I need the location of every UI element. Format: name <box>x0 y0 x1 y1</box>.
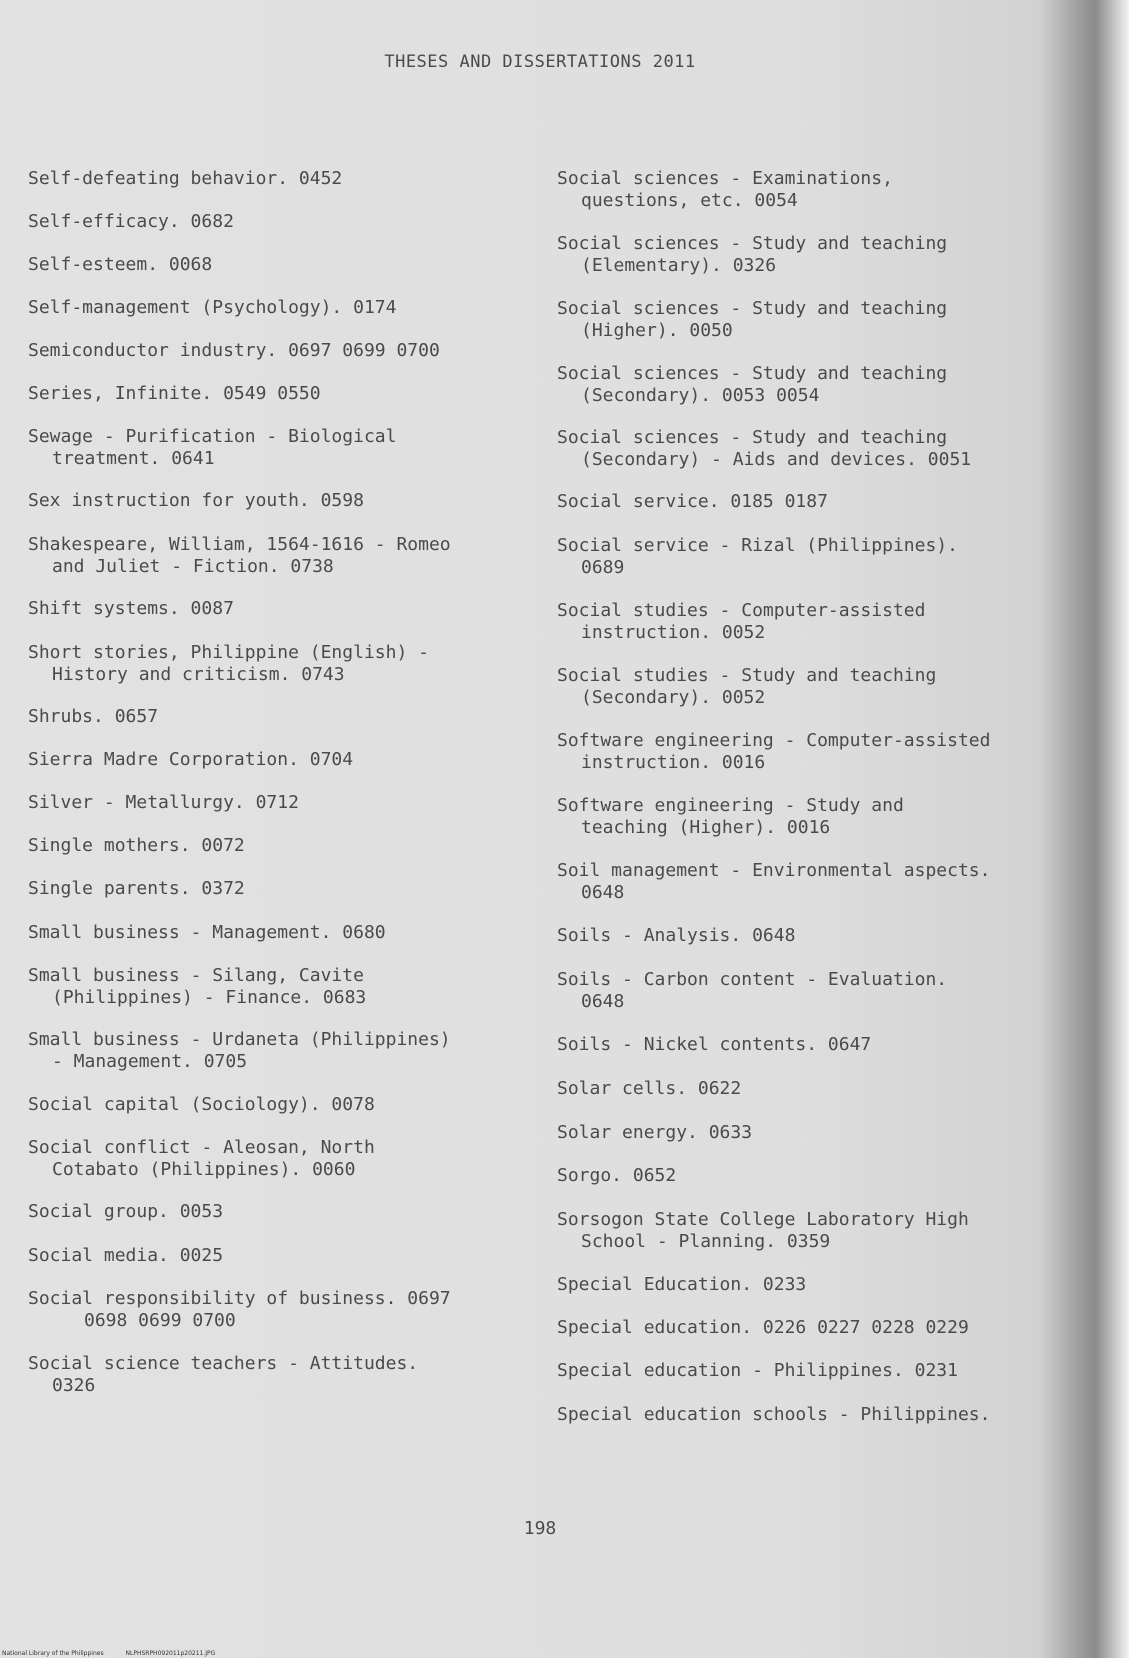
footer-library: National Library of the Philippines <box>2 1650 104 1657</box>
footer-file: NLPHSRPH092011p20211.JPG <box>125 1650 216 1657</box>
entry-line: Sewage - Purification - Biological <box>28 426 397 447</box>
entry-line: Silver - Metallurgy. 0712 <box>28 792 299 813</box>
entry-continuation: 0689 <box>581 557 625 578</box>
entry-line: Sex instruction for youth. 0598 <box>28 490 364 511</box>
entry-continuation: Cotabato (Philippines). 0060 <box>52 1159 356 1180</box>
index-entry <box>557 730 990 774</box>
entry-continuation: questions, etc. 0054 <box>581 190 798 211</box>
entry-continuation: 0326 <box>52 1375 96 1396</box>
entry-line: Special education schools - Philippines. <box>557 1404 991 1425</box>
entry-line: Self-esteem. 0068 <box>28 254 213 275</box>
entry-line: Solar energy. 0633 <box>557 1122 753 1143</box>
entry-line: Social sciences - Study and teaching <box>557 233 948 254</box>
index-entry <box>28 490 364 512</box>
index-entry <box>557 925 795 947</box>
index-entry <box>557 168 893 212</box>
entry-continuation: instruction. 0052 <box>581 622 766 643</box>
index-entry <box>557 1404 990 1426</box>
entry-continuation: and Juliet - Fiction. 0738 <box>52 556 334 577</box>
entry-line: Social group. 0053 <box>28 1201 224 1222</box>
entry-line: Social media. 0025 <box>28 1245 224 1266</box>
index-entry <box>557 795 904 839</box>
entry-line: Shift systems. 0087 <box>28 598 234 619</box>
entry-line: Semiconductor industry. 0697 0699 0700 <box>28 340 440 361</box>
index-entry <box>557 860 990 904</box>
scan-footer <box>2 1650 235 1657</box>
index-entry <box>557 233 947 277</box>
index-entry <box>28 1353 418 1397</box>
page-header: THESES AND DISSERTATIONS 2011 <box>384 52 696 72</box>
entry-line: Social capital (Sociology). 0078 <box>28 1094 375 1115</box>
entry-line: Special Education. 0233 <box>557 1274 807 1295</box>
entry-line: Solar cells. 0622 <box>557 1078 742 1099</box>
index-entry <box>28 922 386 944</box>
entry-line: Single parents. 0372 <box>28 878 245 899</box>
index-entry <box>557 363 947 407</box>
index-entry <box>557 1317 969 1339</box>
index-entry <box>28 1029 451 1073</box>
entry-continuation: (Elementary). 0326 <box>581 255 777 276</box>
entry-line: Sierra Madre Corporation. 0704 <box>28 749 354 770</box>
entry-line: Shrubs. 0657 <box>28 706 159 727</box>
entry-line: Soils - Carbon content - Evaluation. <box>557 969 948 990</box>
entry-line: Software engineering - Study and <box>557 795 904 816</box>
index-entry <box>557 600 925 644</box>
entry-line: Social studies - Computer-assisted <box>557 600 926 621</box>
index-entry <box>28 1288 451 1332</box>
entry-continuation: teaching (Higher). 0016 <box>581 817 831 838</box>
entry-line: Social service - Rizal (Philippines). <box>557 535 958 556</box>
entry-line: Short stories, Philippine (English) - <box>28 642 429 663</box>
index-entry <box>28 965 366 1009</box>
entry-line: Special education. 0226 0227 0228 0229 <box>557 1317 969 1338</box>
entry-continuation: (Higher). 0050 <box>581 320 733 341</box>
index-entry <box>28 598 234 620</box>
entry-line: Social studies - Study and teaching <box>557 665 937 686</box>
entry-continuation: 0648 <box>581 991 625 1012</box>
index-entry <box>28 1137 375 1181</box>
entry-continuation: instruction. 0016 <box>581 752 766 773</box>
entry-line: Self-defeating behavior. 0452 <box>28 168 343 189</box>
index-entry <box>557 1122 752 1144</box>
entry-continuation: School - Planning. 0359 <box>581 1231 831 1252</box>
index-entry <box>28 340 440 362</box>
index-entry <box>28 792 299 814</box>
entry-line: Software engineering - Computer-assisted <box>557 730 991 751</box>
index-entry <box>28 168 342 190</box>
entry-continuation: (Secondary). 0053 0054 <box>581 385 820 406</box>
entry-continuation: 0648 <box>581 882 625 903</box>
entry-line: Social sciences - Study and teaching <box>557 363 948 384</box>
index-entry <box>557 1165 676 1187</box>
entry-continuation: (Philippines) - Finance. 0683 <box>52 987 367 1008</box>
index-entry <box>557 665 936 709</box>
entry-line: Single mothers. 0072 <box>28 835 245 856</box>
index-entry <box>557 535 958 579</box>
entry-line: Small business - Silang, Cavite <box>28 965 364 986</box>
index-entry <box>28 383 321 405</box>
entry-line: Social science teachers - Attitudes. <box>28 1353 419 1374</box>
index-entry <box>557 1078 741 1100</box>
entry-line: Social conflict - Aleosan, North <box>28 1137 375 1158</box>
entry-line: Self-management (Psychology). 0174 <box>28 297 397 318</box>
index-entry <box>28 706 158 728</box>
index-entry <box>28 835 245 857</box>
entry-line: Sorgo. 0652 <box>557 1165 677 1186</box>
index-entry <box>557 1209 969 1253</box>
index-entry <box>28 297 396 319</box>
entry-line: Sorsogon State College Laboratory High <box>557 1209 969 1230</box>
index-entry <box>28 642 429 686</box>
index-entry <box>557 1274 806 1296</box>
entry-continuation: (Secondary) - Aids and devices. 0051 <box>581 449 972 470</box>
entry-continuation: (Secondary). 0052 <box>581 687 766 708</box>
index-entry <box>557 298 947 342</box>
index-entry <box>557 1360 958 1382</box>
index-entry <box>557 427 971 471</box>
index-entry <box>28 1245 223 1267</box>
entry-continuation: History and criticism. 0743 <box>52 664 345 685</box>
entry-line: Social responsibility of business. 0697 <box>28 1288 451 1309</box>
index-entry <box>28 211 234 233</box>
entry-line: Soils - Nickel contents. 0647 <box>557 1034 872 1055</box>
entry-line: Series, Infinite. 0549 0550 <box>28 383 321 404</box>
entry-line: Social sciences - Study and teaching <box>557 427 948 448</box>
index-entry <box>28 878 245 900</box>
entry-line: Soils - Analysis. 0648 <box>557 925 796 946</box>
index-entry <box>557 491 828 513</box>
index-entry <box>28 534 451 578</box>
entry-line: Shakespeare, William, 1564-1616 - Romeo <box>28 534 451 555</box>
entry-line: Social service. 0185 0187 <box>557 491 828 512</box>
index-entry <box>28 749 353 771</box>
entry-line: Social sciences - Study and teaching <box>557 298 948 319</box>
entry-line: Small business - Management. 0680 <box>28 922 386 943</box>
page-number: 198 <box>523 1518 557 1539</box>
entry-line: Special education - Philippines. 0231 <box>557 1360 958 1381</box>
entry-continuation: treatment. 0641 <box>52 448 215 469</box>
entry-continuation: 0698 0699 0700 <box>84 1310 236 1331</box>
index-entry <box>557 1034 871 1056</box>
index-entry <box>28 254 212 276</box>
entry-line: Small business - Urdaneta (Philippines) <box>28 1029 451 1050</box>
entry-line: Self-efficacy. 0682 <box>28 211 234 232</box>
entry-line: Social sciences - Examinations, <box>557 168 893 189</box>
index-entry <box>557 969 947 1013</box>
entry-line: Soil management - Environmental aspects. <box>557 860 991 881</box>
index-entry <box>28 1201 223 1223</box>
index-entry <box>28 426 396 470</box>
entry-continuation: - Management. 0705 <box>52 1051 248 1072</box>
index-entry <box>28 1094 375 1116</box>
